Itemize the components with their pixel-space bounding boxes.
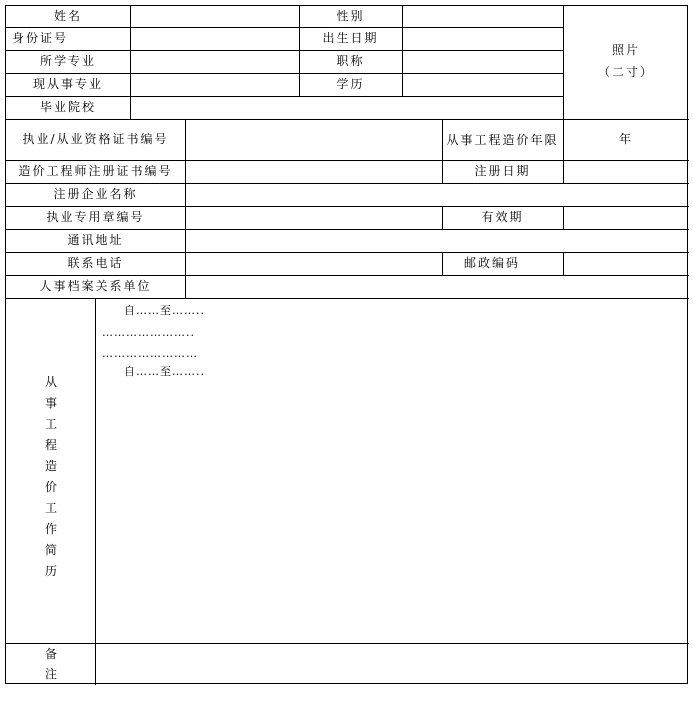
name-label: 姓名 [53, 9, 82, 23]
name-value[interactable] [130, 6, 299, 27]
remarks-value[interactable] [96, 644, 689, 684]
address-value[interactable] [185, 229, 689, 252]
id-number-label: 身份证号 [12, 31, 69, 45]
remarks-label: 备注 [44, 647, 57, 681]
title-label: 职称 [336, 54, 365, 68]
school-value[interactable] [130, 96, 563, 119]
gender-label: 性别 [336, 9, 365, 23]
archive-unit-label: 人事档案关系单位 [39, 279, 152, 293]
title-value[interactable] [402, 50, 563, 73]
postcode-label: 邮政编码 [463, 256, 520, 270]
major-studied-label: 所学专业 [39, 54, 96, 68]
seal-number-label: 执业专用章编号 [46, 210, 145, 224]
photo-size: （二寸） [597, 64, 654, 79]
birth-date-value[interactable] [402, 27, 563, 50]
education-value[interactable] [402, 73, 563, 96]
work-history-line: 自……至…….. [124, 365, 205, 378]
company-value[interactable] [185, 183, 689, 206]
registration-form [5, 5, 688, 684]
birth-date-label: 出生日期 [322, 31, 379, 45]
registration-date-label: 注册日期 [474, 164, 531, 178]
work-history-line: ………………….. [102, 326, 195, 339]
school-label: 毕业院校 [39, 100, 96, 114]
cost-years-unit[interactable]: 年 [618, 132, 633, 146]
phone-value[interactable] [185, 252, 442, 275]
validity-label: 有效期 [481, 210, 524, 224]
company-label: 注册企业名称 [53, 187, 138, 201]
registration-cert-value[interactable] [185, 160, 442, 183]
validity-value[interactable] [563, 206, 689, 229]
archive-unit-value[interactable] [185, 275, 689, 298]
id-number-value[interactable] [130, 27, 299, 50]
work-history-area[interactable] [96, 298, 689, 643]
seal-number-value[interactable] [185, 206, 442, 229]
work-history-line: 自……至…….. [124, 304, 205, 317]
address-label: 通讯地址 [67, 233, 124, 247]
qualification-cert-value[interactable] [185, 119, 442, 160]
postcode-value[interactable] [563, 252, 689, 275]
current-major-value[interactable] [130, 73, 299, 96]
photo-cell[interactable] [563, 6, 689, 119]
education-label: 学历 [336, 77, 365, 91]
registration-date-value[interactable] [563, 160, 689, 183]
current-major-label: 现从事专业 [32, 77, 103, 91]
gender-value[interactable] [402, 6, 563, 27]
cost-years-label: 从事工程造价年限 [446, 132, 559, 147]
major-studied-value[interactable] [130, 50, 299, 73]
registration-cert-label: 造价工程师注册证书编号 [18, 164, 173, 178]
work-history-label: 从事工程造价工作简历 [44, 375, 57, 578]
qualification-cert-label: 执业/从业资格证书编号 [22, 132, 169, 146]
phone-label: 联系电话 [67, 256, 124, 270]
photo-label: 照片 [611, 42, 640, 57]
work-history-line: …………………… [102, 347, 198, 360]
